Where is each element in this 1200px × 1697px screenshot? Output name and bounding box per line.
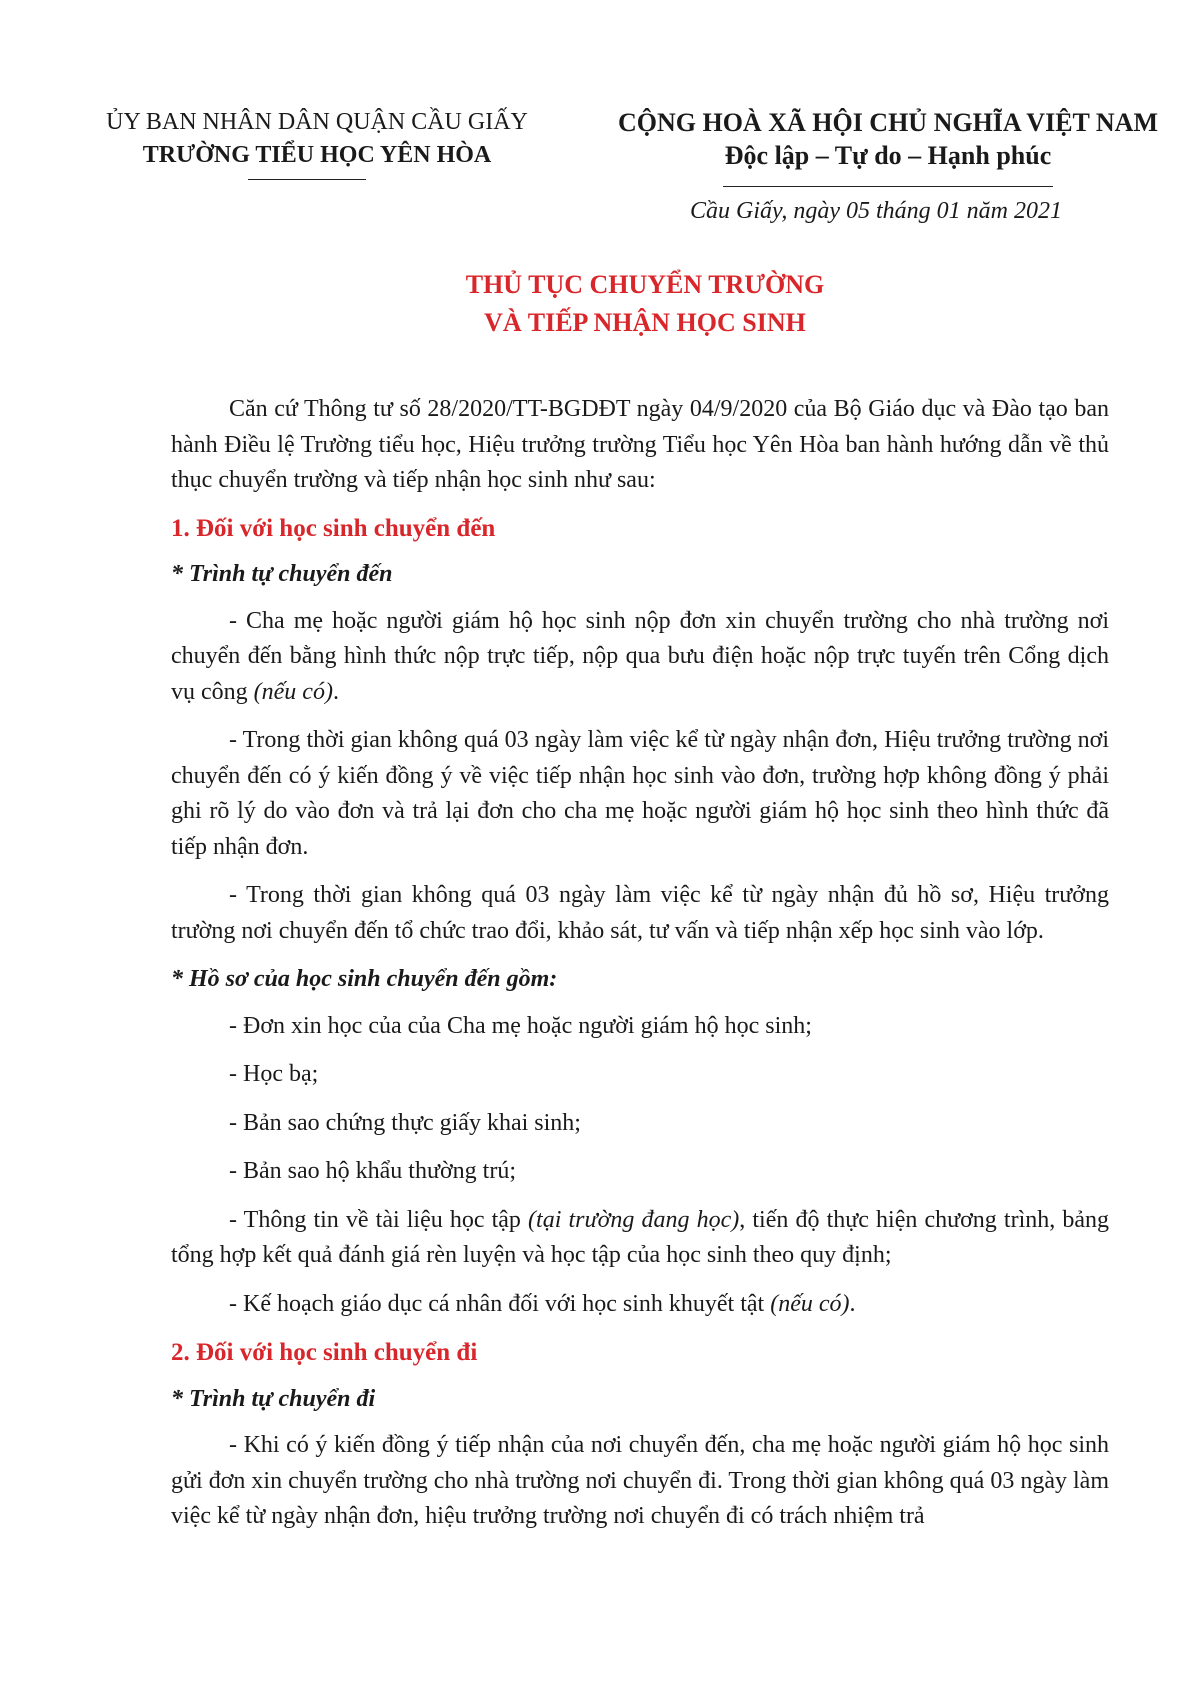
issuing-authority-header: [82, 106, 552, 172]
procedure-paragraph-1: [171, 604, 1109, 711]
procedure-paragraph-2: - Trong thời gian không quá 03 ngày làm việc kể từ ngày nhận đơn, Hiệu trưởng trường nơi chuyển đến có ý kiến đồng ý về việc tiếp nhận học sinh vào đơn, trường hợp không đồng ý phải ghi rõ lý do vào đơn và trả lại đơn cho cha mẹ hoặc người giám hộ học sinh theo hình thức đã tiếp nhận đơn.: [171, 727, 1109, 860]
document-item-learning-materials: [171, 1203, 1109, 1274]
document-title: [0, 266, 1200, 342]
procedure-1-note: (nếu có): [253, 678, 333, 705]
document-item-birth-certificate: - Bản sao chứng thực giấy khai sinh;: [229, 1109, 581, 1136]
school-name-underline: [248, 179, 366, 180]
learning-materials-end: , tiến độ thực hiện chương trình, bảng tổng hợp kết quả đánh giá rèn luyện và học tập của học sinh theo quy định;: [171, 1206, 1110, 1268]
title-line-1: THỦ TỤC CHUYỂN TRƯỜNG: [465, 270, 825, 299]
learning-materials-text: - Thông tin về tài liệu học tập: [229, 1206, 529, 1233]
procedure-paragraph-3: - Trong thời gian không quá 03 ngày làm việc kể từ ngày nhận đủ hồ sơ, Hiệu trưởng trường nơi chuyển đến tổ chức trao đổi, khảo sát, tư vấn và tiếp nhận xếp học sinh vào lớp.: [171, 882, 1109, 944]
national-header: [608, 106, 1168, 172]
section-2-heading: 2. Đối với học sinh chuyển đi: [171, 1339, 478, 1366]
section-1-procedure-heading: * Trình tự chuyển đến: [171, 561, 393, 587]
document-item-application: - Đơn xin học của của Cha mẹ hoặc người giám hộ học sinh;: [229, 1012, 812, 1039]
document-item-transcript: - Học bạ;: [229, 1061, 319, 1087]
document-item-household-registration: - Bản sao hộ khẩu thường trú;: [229, 1158, 516, 1184]
section-2-procedure-heading: * Trình tự chuyển đi: [171, 1385, 376, 1412]
motto-underline: [723, 186, 1053, 187]
document-item-education-plan: [171, 1287, 1109, 1323]
education-plan-end: .: [849, 1290, 856, 1317]
district-committee-name: ỦY BAN NHÂN DÂN QUẬN CẦU GIẤY: [106, 109, 528, 135]
national-motto: Độc lập – Tự do – Hạnh phúc: [724, 141, 1052, 170]
procedure-1-text: - Cha mẹ hoặc người giám hộ học sinh nộp đơn xin chuyển trường cho nhà trường nơi chuyển đến bằng hình thức nộp trực tiếp, nộp qua bưu điện hoặc nộp trực tuyến trên Cổng dịch vụ công: [171, 607, 1109, 705]
education-plan-text: - Kế hoạch giáo dục cá nhân đối với học sinh khuyết tật: [229, 1290, 771, 1317]
transfer-out-paragraph-1: - Khi có ý kiến đồng ý tiếp nhận của nơi chuyển đến, cha mẹ hoặc người giám hộ học sinh gửi đơn xin chuyển trường cho nhà trường nơi chuyển đi. Trong thời gian không quá 03 ngày làm việc kể từ ngày nhận đơn, hiệu trưởng trường nơi chuyển đi có trách nhiệm trả: [171, 1432, 1109, 1529]
place-date-line: Cầu Giấy, ngày 05 tháng 01 năm 2021: [690, 198, 1062, 224]
country-name: CỘNG HOÀ XÃ HỘI CHỦ NGHĨA VIỆT NAM: [617, 108, 1159, 137]
section-1-documents-heading: * Hồ sơ của học sinh chuyển đến gồm:: [171, 966, 558, 992]
title-line-2: VÀ TIẾP NHẬN HỌC SINH: [484, 308, 806, 337]
procedure-1-end: .: [332, 678, 339, 705]
section-1-heading: 1. Đối với học sinh chuyển đến: [171, 514, 496, 542]
document-body: [171, 392, 1109, 1548]
learning-materials-note: (tại trường đang học): [528, 1206, 740, 1233]
school-name: TRƯỜNG TIỂU HỌC YÊN HÒA: [142, 142, 492, 168]
intro-paragraph: Căn cứ Thông tư số 28/2020/TT-BGDĐT ngày 04/9/2020 của Bộ Giáo dục và Đào tạo ban hành Điều lệ Trường tiểu học, Hiệu trưởng trường Tiểu học Yên Hòa ban hành hướng dẫn về thủ thục chuyển trường và tiếp nhận học sinh như sau:: [171, 396, 1109, 493]
education-plan-note: (nếu có): [770, 1290, 850, 1317]
